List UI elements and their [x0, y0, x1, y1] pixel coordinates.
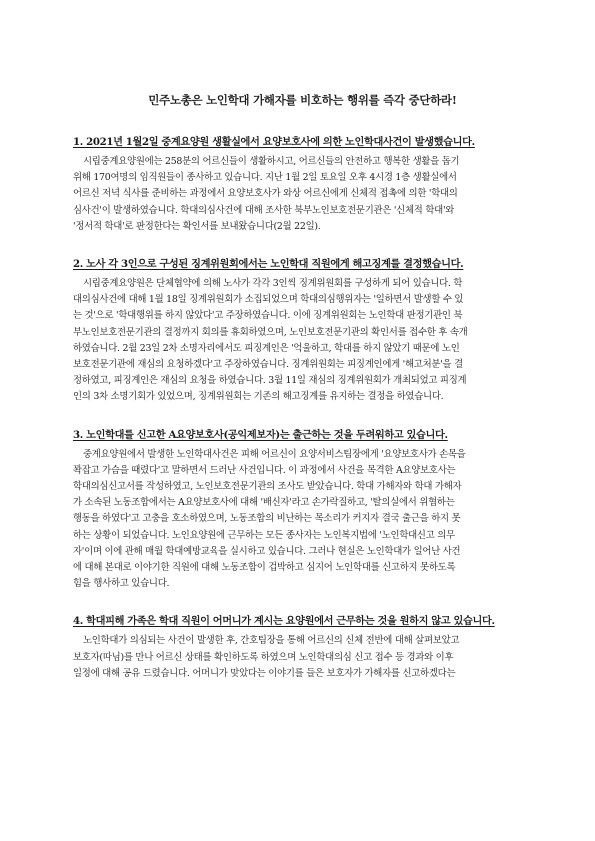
- paragraph-line: 일정에 대해 공유 드렸습니다. 어머니가 맞았다는 이야기를 들은 보호자가 가해자를 신고하겠다는: [73, 667, 456, 679]
- paragraph-line: 하는 상황이 되었습니다. 노인요양원에 근무하는 모든 종사자는 노인복지법에 '노인학대신고 의무: [73, 529, 455, 541]
- paragraph-line: 시립중계요양원은 단체협약에 의해 노사가 각각 3인씩 징계위원회를 구성하게 되어 있습니다. 학: [83, 278, 463, 290]
- section-heading: 1. 2021년 1월2일 중계요양원 생활실에서 요양보호사에 의한 노인학대사건이 발생했습니다.: [73, 136, 475, 148]
- paragraph-line: 위해 170여명의 임직원들이 종사하고 있습니다. 지난 1월 2일 토요일 오후 4시경 1층 생활실에서: [73, 172, 457, 184]
- paragraph-line: 중계요양원에서 발생한 노인학대사건은 피해 어르신이 요양서비스팀장에게 '요양보호사가 손목을: [83, 448, 466, 460]
- section-paragraph: [73, 154, 532, 235]
- section-paragraph: [73, 447, 532, 593]
- section-paragraph: [73, 276, 532, 406]
- paragraph-line: 에 대해 본대로 이야기한 직원에 대해 노동조합이 겁박하고 심지어 노인학대를 신고하지 못하도록: [73, 562, 456, 574]
- paragraph-line: 학대의심신고서를 작성하였고, 노인보호전문기관의 조사도 받았습니다. 학대 가해자와 학대 가해자: [73, 481, 462, 493]
- paragraph-line: 어르신 저녁 식사를 준비하는 과정에서 요양보호사가 와상 어르신에게 신체적 접촉에 의한 '학대의: [73, 188, 458, 200]
- paragraph-line: 노인학대가 의심되는 사건이 발생한 후, 간호팀장을 통해 어르신의 신체 전반에 대해 살펴보았고: [83, 635, 460, 647]
- section-heading: 3. 노인학대를 신고한 A요양보호사(공익제보자)는 출근하는 것을 두려워하고 있습니다.: [73, 428, 448, 441]
- paragraph-line: 하였습니다. 2월 23일 2차 소명자리에서도 피징계인은 '억울하고, 학대를 하지 않았기 때문에 노인: [73, 342, 460, 354]
- paragraph-line: 인의 3차 소명기회가 있었으며, 징계위원회는 기존의 해고징계를 유지하는 결정을 하였습니다.: [73, 391, 444, 403]
- document-body: [73, 130, 532, 682]
- section-paragraph: [73, 633, 532, 682]
- paragraph-line: 대의심사건에 대해 1월 18일 징계위원회가 소집되었으며 학대의심행위자는 '일하면서 발생할 수 있: [73, 294, 464, 306]
- section-heading: 4. 학대피해 가족은 학대 직원이 어머니가 계시는 요양원에서 근무하는 것을 원하지 않고 있습니다.: [73, 615, 495, 628]
- section-3: [73, 423, 532, 593]
- section-2: [73, 252, 532, 406]
- section-4: [73, 609, 532, 682]
- document-title: 민주노총은 노인학대 가해자를 비호하는 행위를 즉각 중단하라!: [148, 93, 457, 107]
- paragraph-line: 꽉잡고 가슴을 때렸다'고 말하면서 드러난 사건입니다. 이 과정에서 사건을 목격한 A요양보호사는: [73, 464, 456, 476]
- paragraph-line: '정서적 학대'로 판정한다는 확인서를 보내왔습니다(2월 22일).: [73, 220, 321, 232]
- paragraph-line: 시립중계요양원에는 258분의 어르신들이 생활하시고, 어르신들의 안전하고 행복한 생활을 돕기: [83, 156, 460, 167]
- paragraph-line: 행동을 하였다'고 고충을 호소하였으며, 노동조합의 비난하는 목소리가 커지자 결국 출근을 하지 못: [73, 513, 461, 525]
- paragraph-line: 정하였고, 피징계인은 재심의 요청을 하였습니다. 3월 11일 재심의 징계위원회가 개최되었고 피징계: [73, 375, 467, 387]
- paragraph-line: 는 것'으로 '학대행위를 하지 않았다'고 주장하였습니다. 이에 징계위원회는 노인학대 판정기관인 북: [73, 310, 463, 322]
- paragraph-line: 부노인보호전문기관의 결정까지 회의를 휴회하였으며, 노인보호전문기관의 확인서를 접수한 후 속개: [73, 326, 468, 338]
- paragraph-line: 자'이며 이에 관해 매월 학대예방교육을 실시하고 있습니다. 그러나 현실은 노인학대가 일어난 사건: [73, 545, 461, 557]
- paragraph-line: 가 소속된 노동조합에서는 A요양보호사에 대해 '배신자'라고 손가락질하고, '탈의실에서 위협하는: [73, 497, 455, 509]
- paragraph-line: 힘을 행사하고 있습니다.: [73, 578, 170, 590]
- section-1: [73, 130, 532, 235]
- paragraph-line: 심사건'이 발생하였습니다. 학대의심사건에 대해 조사한 북부노인보호전문기관은 '신체적 학대'와: [73, 204, 455, 216]
- section-heading: 2. 노사 각 3인으로 구성된 징계위원회에서는 노인학대 직원에게 해고징계를 결정했습니다.: [73, 258, 464, 271]
- paragraph-line: 보호전문기관에 재심의 요청하겠다'고 주장하였습니다. 징계위원회는 피징계인에게 '해고처분'을 결: [73, 359, 463, 371]
- paragraph-line: 보호자(따님)를 만나 어르신 상태를 확인하도록 하였으며 노인학대의심 신고 접수 등 경과와 이후: [73, 651, 454, 663]
